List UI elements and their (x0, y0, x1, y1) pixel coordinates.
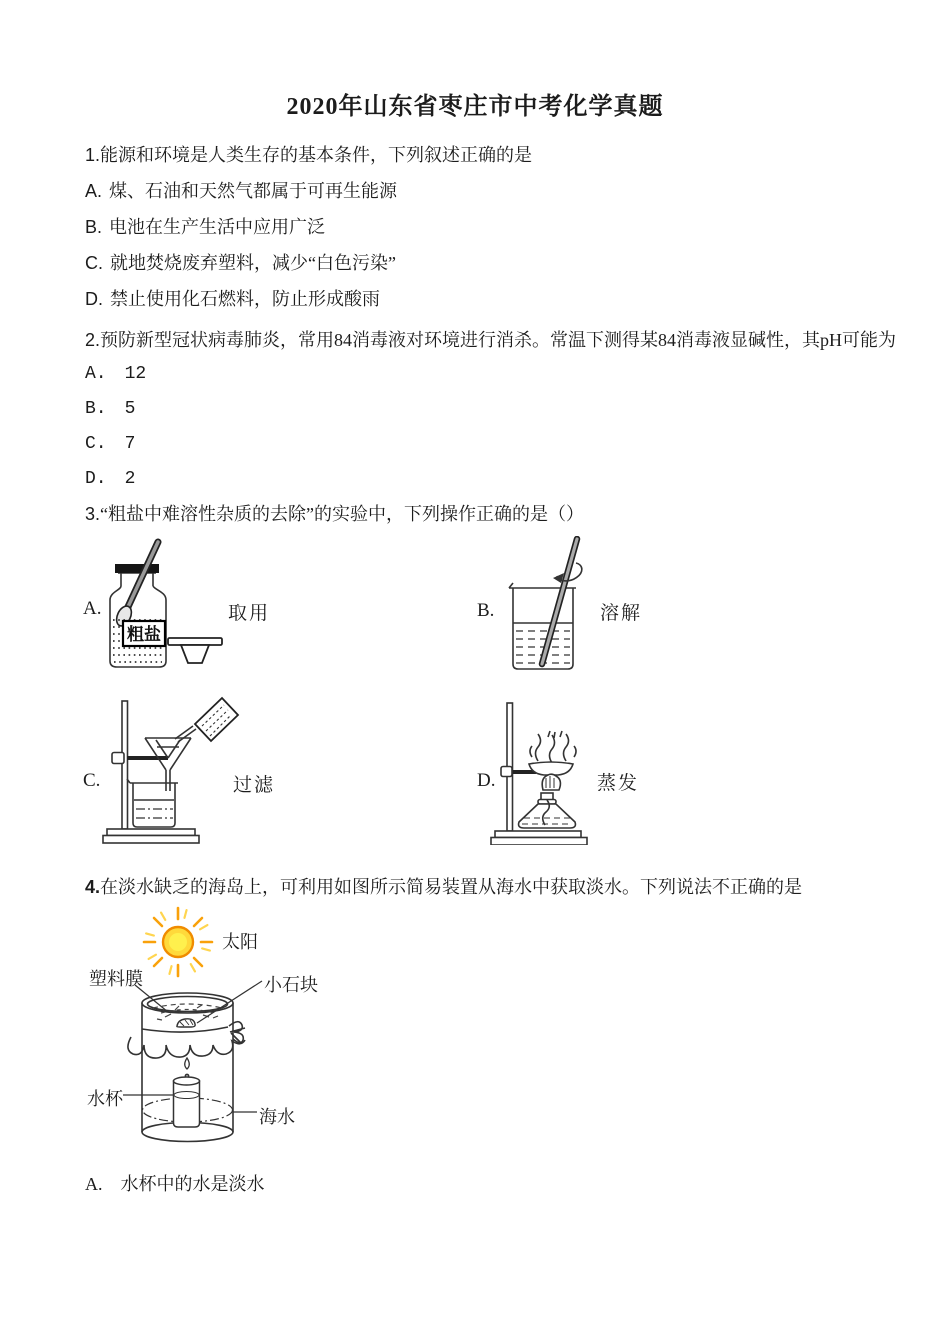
solar-still-drawing (85, 905, 345, 1160)
q2-option-a-label: A. (85, 364, 107, 384)
bottle-stopper-top (168, 638, 222, 645)
figure-b-label: B. (477, 600, 495, 621)
question-1 (85, 145, 532, 165)
q1-option-c-text: 就地焚烧废弃塑料，减少“白色污染” (110, 253, 396, 273)
clamp-knob (112, 753, 124, 764)
question-4-text: 在淡水缺乏的海岛上，可利用如图所示简易装置从海水中获取淡水。下列说法不正确的是 (100, 877, 803, 897)
bottle-cap (115, 564, 159, 573)
q1-option-c (85, 253, 396, 273)
q1-option-a (85, 181, 397, 201)
steam (530, 731, 576, 763)
q2-option-c-label: C. (85, 434, 107, 454)
q2-option-b-label: B. (85, 399, 107, 419)
bottle-stopper-body (181, 645, 209, 663)
question-2-text: 预防新型冠状病毒肺炎，常用84消毒液对环境进行消杀。常温下测得某84消毒液显碱性，其pH可能为 (100, 330, 897, 350)
reagent-bottle-drawing (102, 536, 232, 671)
stand-base (107, 829, 195, 836)
figure-c-caption: 过滤 (233, 775, 276, 796)
cup-label: 水杯 (87, 1089, 123, 1109)
clamp-knob (501, 767, 512, 777)
question-4-number: 4. (85, 877, 101, 897)
q2-option-a-text: 12 (124, 364, 147, 384)
evaporation-drawing (488, 695, 603, 845)
sun-label: 太阳 (222, 932, 258, 952)
question-1-number: 1. (85, 145, 101, 165)
filter-paper (156, 740, 180, 758)
seawater-label: 海水 (259, 1107, 295, 1127)
q1-option-d-text: 禁止使用化石燃料，防止形成酸雨 (110, 289, 380, 309)
figure-b-caption: 溶解 (600, 603, 643, 624)
question-1-text: 能源和环境是人类生存的基本条件，下列叙述正确的是 (100, 145, 533, 165)
pouring-beaker (195, 698, 238, 741)
q1-option-b (85, 217, 325, 237)
page-title: 2020年山东省枣庄市中考化学真题 (286, 94, 664, 120)
q2-option-c (85, 434, 135, 454)
q2-option-b-text: 5 (124, 399, 136, 419)
figure-d-caption: 蒸发 (597, 773, 640, 794)
q2-option-d-label: D. (85, 469, 107, 489)
figure-d-label: D. (477, 770, 496, 791)
figure-c-label: C. (83, 770, 101, 791)
q2-option-a (85, 364, 146, 384)
q1-option-b-label: B. (85, 217, 103, 237)
q1-option-c-label: C. (85, 253, 103, 273)
stand-base (495, 831, 581, 838)
q1-option-d (85, 289, 380, 309)
q1-option-a-label: A. (85, 181, 103, 201)
q2-option-c-text: 7 (124, 434, 136, 454)
dissolve-beaker-drawing (503, 536, 603, 671)
q1-option-a-text: 煤、石油和天然气都属于可再生能源 (109, 181, 398, 201)
q4-option-a-text: 水杯中的水是淡水 (120, 1174, 265, 1194)
small-stone (177, 1019, 195, 1027)
film-edge (128, 1037, 245, 1058)
q2-option-b (85, 399, 135, 419)
film-label: 塑料膜 (89, 969, 143, 989)
sun-icon (138, 905, 219, 982)
filtration-drawing (98, 693, 248, 848)
q2-option-d-text: 2 (124, 469, 136, 489)
flame (542, 774, 560, 790)
q4-option-a-label: A. (85, 1174, 103, 1194)
solar-still-figure (85, 905, 345, 1160)
water-drop (185, 1058, 190, 1069)
question-3 (85, 504, 584, 524)
figure-a-label: A. (83, 598, 102, 619)
q4-option-a (85, 1174, 265, 1194)
figure-a-caption: 取用 (228, 603, 271, 624)
q1-option-b-text: 电池在生产生活中应用广泛 (109, 217, 326, 237)
q2-option-d (85, 469, 135, 489)
water-cup (174, 1081, 200, 1127)
stone-label: 小石块 (264, 975, 318, 995)
question-3-text: “粗盐中难溶性杂质的去除”的实验中，下列操作正确的是（） (100, 504, 584, 524)
question-4 (85, 877, 802, 897)
pour-stream (175, 726, 196, 742)
salt-label-text: 粗盐 (127, 625, 161, 644)
question-2 (85, 330, 896, 350)
question-2-number: 2. (85, 330, 101, 350)
q1-option-d-label: D. (85, 289, 103, 309)
question-3-number: 3. (85, 504, 101, 524)
evaporating-dish (529, 762, 573, 775)
